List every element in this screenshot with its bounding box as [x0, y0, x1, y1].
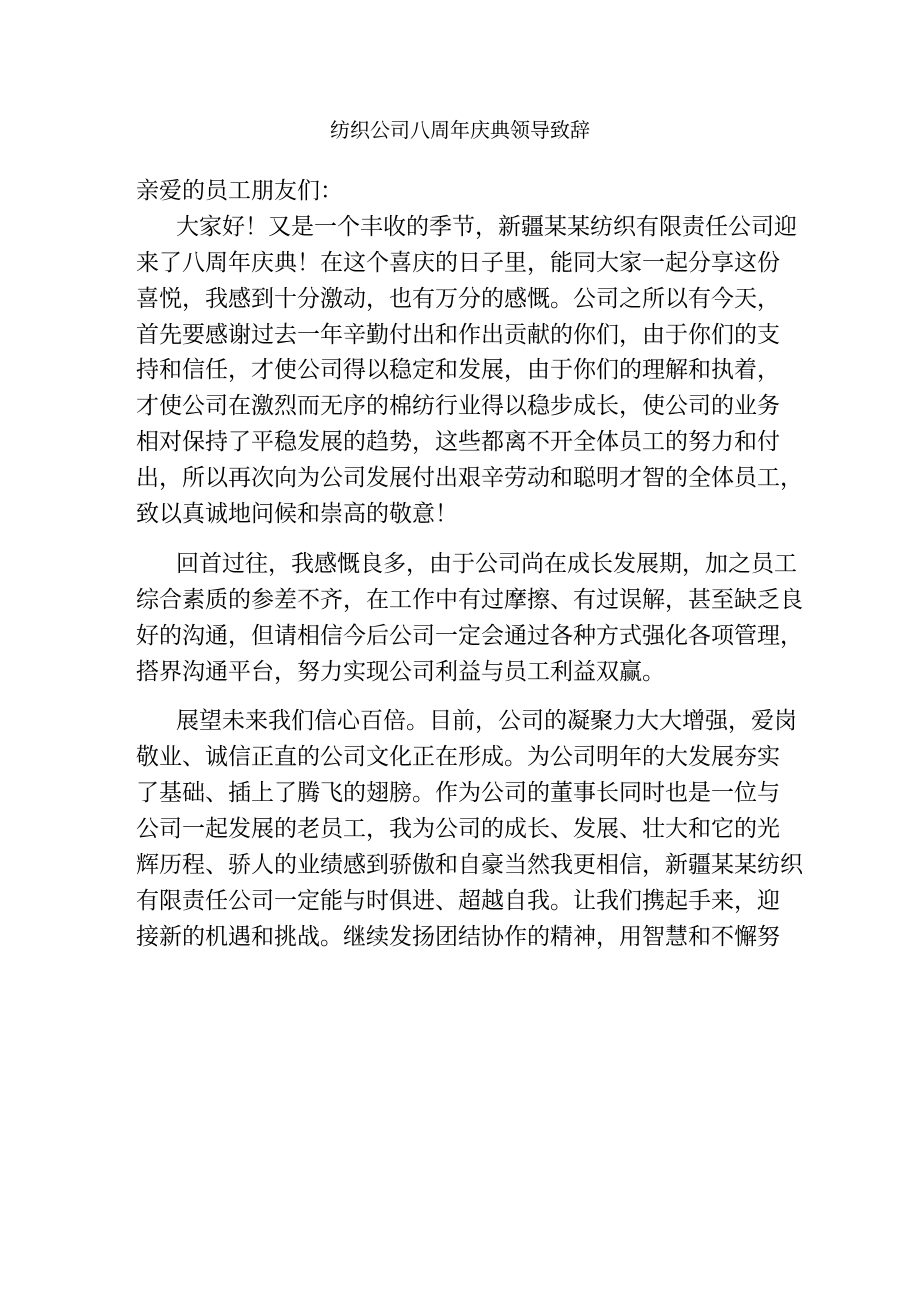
- paragraph-line: 喜悦，我感到十分激动，也有万分的感慨。公司之所以有今天，: [136, 285, 780, 312]
- paragraph-gap: [136, 537, 800, 551]
- paragraph-line: 大家好！又是一个丰收的季节，新疆某某纺织有限责任公司迎: [176, 213, 797, 240]
- paragraph-line: 有限责任公司一定能与时俱进、超越自我。让我们携起手来，迎: [136, 887, 780, 914]
- paragraph-line: 好的沟通，但请相信今后公司一定会通过各种方式强化各项管理，: [136, 622, 803, 649]
- paragraph-line: 才使公司在激烈而无序的棉纺行业得以稳步成长，使公司的业务: [136, 393, 780, 420]
- document-title: 纺织公司八周年庆典领导致辞: [330, 118, 590, 142]
- paragraph-line: 展望未来我们信心百倍。目前，公司的凝聚力大大增强，爱岗: [176, 708, 797, 735]
- paragraph-line: 接新的机遇和挑战。继续发扬团结协作的精神，用智慧和不懈努: [136, 923, 780, 950]
- paragraph-line: 辉历程、骄人的业绩感到骄傲和自豪当然我更相信，新疆某某纺织: [136, 852, 803, 879]
- paragraph-line: 搭界沟通平台，努力实现公司利益与员工利益双赢。: [136, 658, 665, 685]
- paragraph-line: 持和信任，才使公司得以稳定和发展，由于你们的理解和执着，: [136, 357, 780, 384]
- paragraph-line: 综合素质的参差不齐，在工作中有过摩擦、有过误解，甚至缺乏良: [136, 586, 803, 613]
- document-body: [136, 178, 803, 960]
- paragraph-line: 致以真诚地问候和崇高的敬意！: [136, 501, 458, 528]
- paragraph-gap: [136, 694, 800, 708]
- paragraph-line: 公司一起发展的老员工，我为公司的成长、发展、壮大和它的光: [136, 816, 780, 843]
- paragraph-line: 来了八周年庆典！在这个喜庆的日子里，能同大家一起分享这份: [136, 249, 780, 276]
- paragraph-line: 回首过往，我感慨良多，由于公司尚在成长发展期，加之员工: [176, 550, 797, 577]
- paragraph-2: [136, 550, 803, 695]
- paragraph-3: [136, 708, 803, 959]
- paragraph-line: 相对保持了平稳发展的趋势，这些都离不开全体员工的努力和付: [136, 429, 780, 456]
- paragraph-line: 了基础、插上了腾飞的翅膀。作为公司的董事长同时也是一位与: [136, 780, 780, 807]
- paragraph-line: 敬业、诚信正直的公司文化正在形成。为公司明年的大发展夯实: [136, 744, 780, 771]
- salutation: 亲爱的员工朋友们：: [136, 178, 343, 204]
- paragraph-line: 首先要感谢过去一年辛勤付出和作出贡献的你们，由于你们的支: [136, 321, 780, 348]
- paragraph-line: 出，所以再次向为公司发展付出艰辛劳动和聪明才智的全体员工，: [136, 465, 803, 492]
- paragraph-1: [136, 213, 803, 537]
